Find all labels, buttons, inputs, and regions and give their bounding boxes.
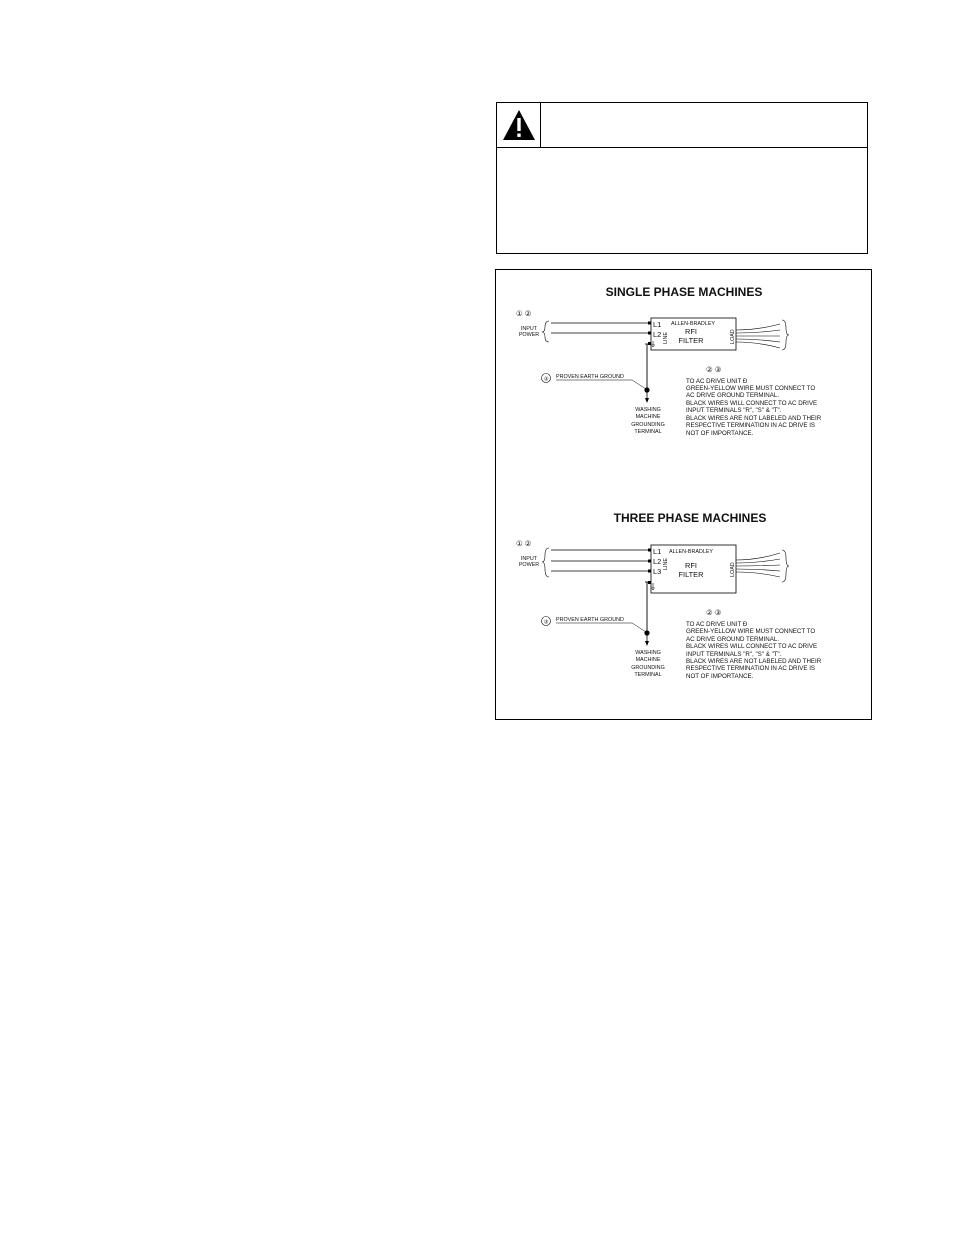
- three-load-wires: [736, 553, 780, 577]
- single-ground-leader: [632, 380, 646, 389]
- single-ground-callout: ③: [543, 376, 549, 383]
- three-ground-callout: ③: [543, 619, 549, 626]
- three-terminal-l1-dot: [648, 549, 651, 552]
- single-machine-terminal-3: GROUNDING: [631, 422, 665, 428]
- three-note-line: NOT OF IMPORTANCE.: [686, 673, 754, 680]
- three-filter-brand: ALLEN-BRADLEY: [668, 549, 714, 555]
- three-notes: [686, 621, 822, 680]
- three-note-line: BLACK WIRES ARE NOT LABELED AND THEIR: [686, 658, 822, 665]
- three-phase-title: THREE PHASE MACHINES: [613, 511, 767, 525]
- single-input-label-1: INPUT: [520, 326, 538, 332]
- warning-divider: [497, 147, 867, 148]
- single-phase-title: SINGLE PHASE MACHINES: [605, 285, 763, 299]
- three-terminal-l2: L2: [653, 557, 662, 566]
- single-note-line: TO AC DRIVE UNIT Ð: [686, 378, 748, 385]
- three-input-callout: ① ②: [516, 539, 532, 548]
- three-load-label: LOAD: [730, 562, 736, 577]
- three-filter-name-1: RFI: [685, 561, 697, 570]
- single-terminal-l2: L2: [653, 330, 662, 339]
- warning-box: [496, 102, 868, 254]
- three-note-line: INPUT TERMINALS "R", "S" & "T".: [686, 651, 782, 658]
- three-input-brace: [542, 548, 549, 577]
- single-terminal-l1-dot: [648, 322, 651, 325]
- single-phase-diagram: [516, 285, 822, 437]
- three-note-line: GREEN-YELLOW WIRE MUST CONNECT TO: [686, 628, 816, 635]
- single-load-label: LOAD: [730, 329, 736, 344]
- single-machine-terminal-2: MACHINE: [635, 414, 661, 420]
- single-filter-name-1: RFI: [685, 327, 697, 336]
- warning-triangle-icon: [497, 103, 541, 147]
- three-notes-callout: ② ③: [706, 608, 722, 617]
- single-input-brace: [542, 321, 549, 342]
- three-note-line: RESPECTIVE TERMINATION IN AC DRIVE IS: [686, 665, 816, 672]
- single-input-label-2: POWER: [518, 332, 540, 338]
- single-notes: [686, 378, 822, 437]
- single-terminal-l2-dot: [648, 332, 651, 335]
- three-ground-label: PROVEN EARTH GROUND: [556, 617, 624, 623]
- three-machine-terminal-4: TERMINAL: [634, 672, 662, 678]
- three-note-line: BLACK WIRES WILL CONNECT TO AC DRIVE: [686, 643, 818, 650]
- wiring-diagram: [496, 270, 873, 721]
- three-filter-name-2: FILTER: [678, 570, 704, 579]
- three-load-brace: [782, 550, 789, 582]
- single-filter-name-2: FILTER: [678, 336, 704, 345]
- three-input-label-2: POWER: [518, 562, 540, 568]
- single-notes-callout: ② ③: [706, 365, 722, 374]
- three-terminal-l3: L3: [653, 567, 662, 576]
- single-note-line: BLACK WIRES ARE NOT LABELED AND THEIR: [686, 415, 822, 422]
- three-input-label-1: INPUT: [520, 556, 538, 562]
- three-terminal-l3-dot: [648, 570, 651, 573]
- single-ground-label: PROVEN EARTH GROUND: [556, 374, 624, 380]
- single-machine-terminal-1: WASHING: [635, 407, 661, 413]
- three-terminal-l1: L1: [653, 547, 662, 556]
- single-ground-arrow: [645, 398, 649, 403]
- three-line-label: LINE: [663, 558, 669, 570]
- single-note-line: INPUT TERMINALS "R", "S" & "T".: [686, 407, 782, 414]
- wiring-diagram-box: [495, 269, 872, 720]
- single-note-line: GREEN-YELLOW WIRE MUST CONNECT TO: [686, 385, 816, 392]
- three-ground-leader: [632, 623, 646, 632]
- warning-icon-cell: [497, 103, 541, 147]
- single-machine-terminal-4: TERMINAL: [634, 429, 662, 435]
- three-phase-diagram: [516, 511, 822, 680]
- three-machine-terminal-1: WASHING: [635, 650, 661, 656]
- single-note-line: BLACK WIRES WILL CONNECT TO AC DRIVE: [686, 400, 818, 407]
- single-load-wires: [736, 324, 780, 348]
- three-note-line: TO AC DRIVE UNIT Ð: [686, 621, 748, 628]
- single-terminal-l1: L1: [653, 320, 662, 329]
- three-note-line: AC DRIVE GROUND TERMINAL.: [686, 636, 780, 643]
- three-terminal-l2-dot: [648, 560, 651, 563]
- single-load-brace: [782, 320, 789, 350]
- three-ground-arrow: [645, 641, 649, 646]
- three-filter-ground-dot: [648, 581, 651, 584]
- single-note-line: RESPECTIVE TERMINATION IN AC DRIVE IS: [686, 422, 816, 429]
- three-machine-terminal-2: MACHINE: [635, 657, 661, 663]
- single-note-line: AC DRIVE GROUND TERMINAL.: [686, 392, 780, 399]
- single-input-callout: ① ②: [516, 309, 532, 318]
- single-note-line: NOT OF IMPORTANCE.: [686, 430, 754, 437]
- single-line-label: LINE: [663, 332, 669, 344]
- single-filter-brand: ALLEN-BRADLEY: [670, 321, 716, 327]
- three-machine-terminal-3: GROUNDING: [631, 665, 665, 671]
- single-filter-ground-dot: [648, 342, 651, 345]
